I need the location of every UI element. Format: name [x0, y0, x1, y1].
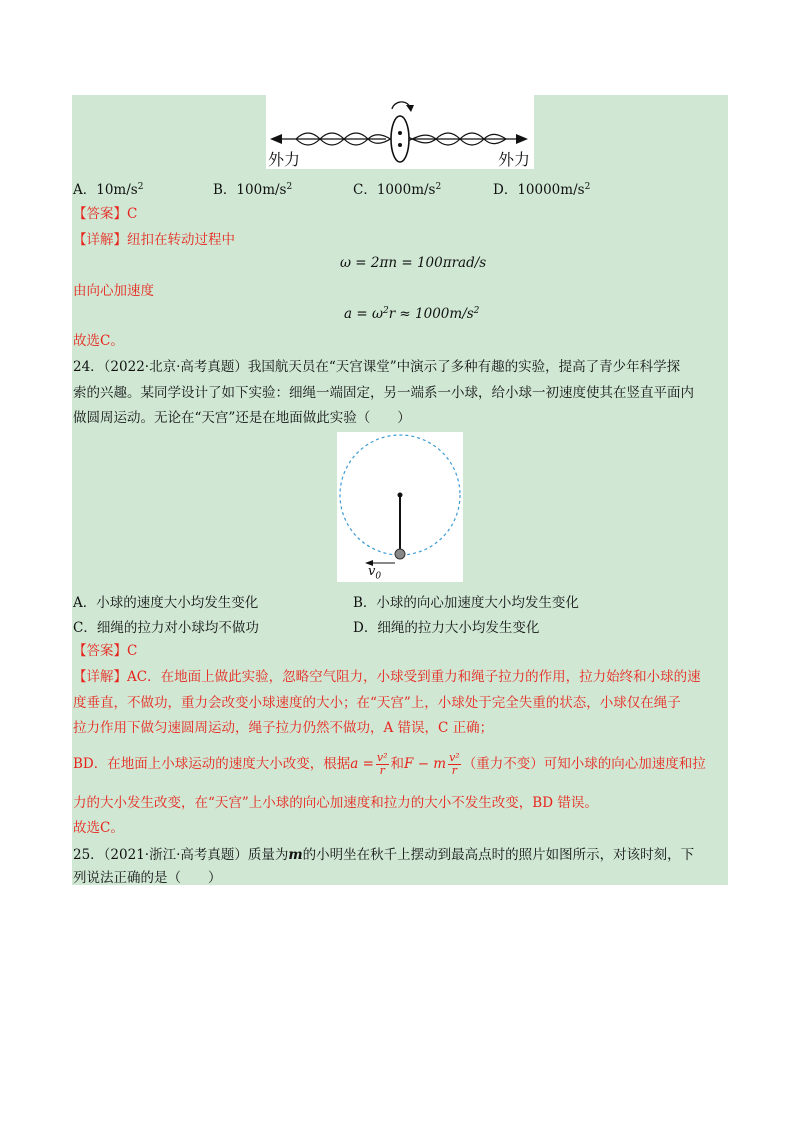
q24-option-b: B．小球的向心加速度大小均发生变化	[353, 595, 579, 611]
q24-stem-line1: 24．（2022·北京·高考真题）我国航天员在“天宫课堂”中演示了多种有趣的实验，提高了青少年科学探	[73, 359, 681, 375]
right-force-label: 外力	[498, 150, 531, 169]
q25-stem-line2: 列说法正确的是（ ）	[73, 870, 222, 886]
right-arrowhead	[516, 134, 528, 144]
left-force-label: 外力	[268, 150, 301, 169]
q24-detail-line4: BD．在地面上小球运动的速度大小改变，根据a = $\frac{\text{v²}}{r}$ 和F − m $\frac{\text{v²}}{r}$ （重力不变）可知小球的向心加速度和拉	[73, 751, 706, 777]
q24-option-c: C．细绳的拉力对小球均不做功	[73, 620, 259, 636]
q23-answer: 【答案】C	[73, 206, 138, 222]
q24-detail-line3: 拉力作用下做匀速圆周运动，绳子拉力仍然不做功，A 错误，C 正确；	[73, 720, 494, 736]
q23-formula-omega: ω = 2πn = 100πrad/s	[340, 255, 487, 271]
q23-formula-acceleration: $a = \omega^2r \approx 1000m/s^2$	[344, 306, 480, 322]
q24-stem-line2: 索的兴趣。某同学设计了如下实验：细绳一端固定，另一端系一小球，给小球一初速度使其在竖直平面内	[73, 385, 694, 401]
q23-detail-line2: 由向心加速度	[73, 283, 154, 299]
q24-detail-line1: 【详解】AC．在地面上做此实验，忽略空气阻力，小球受到重力和绳子拉力的作用，拉力始终和小球的速	[73, 669, 701, 685]
twisted-string-diagram	[266, 95, 534, 169]
q24-detail-line2: 度垂直，不做功，重力会改变小球速度的大小；在“天宫”上，小球处于完全失重的状态，小球仅在绳子	[73, 695, 681, 711]
button-hole-top	[398, 131, 402, 135]
velocity-label: $v_0$	[368, 564, 382, 582]
button-hole-bottom	[398, 143, 402, 147]
circular-motion-diagram	[337, 432, 463, 582]
q23-option-a: A．$10m/s^2$	[73, 182, 144, 198]
q24-option-d: D．细绳的拉力大小均发生变化	[353, 620, 540, 636]
q24-answer: 【答案】C	[73, 643, 138, 659]
q23-detail-line1: 【详解】纽扣在转动过程中	[73, 232, 235, 248]
circular-motion-figure	[337, 432, 463, 582]
q23-conclusion: 故选C。	[73, 333, 124, 349]
q24-stem-line3: 做圆周运动。无论在“天宫”还是在地面做此实验（ ）	[73, 410, 411, 426]
q24-detail-line5: 力的大小发生改变，在“天宫”上小球的向心加速度和拉力的大小不发生改变，BD 错误。	[73, 795, 598, 811]
q23-option-b: B．$100m/s^2$	[213, 182, 293, 198]
button-disk	[391, 116, 409, 162]
left-arrowhead	[270, 134, 282, 144]
q25-stem-line1: 25．（2021·浙江·高考真题）质量为m的小明坐在秋千上摆动到最高点时的照片如图所示，对该时刻，下	[73, 847, 695, 863]
q24-option-a: A．小球的速度大小均发生变化	[73, 595, 259, 611]
ball	[395, 549, 405, 559]
rotation-arrowhead	[406, 105, 414, 112]
button-spin-figure	[266, 95, 534, 169]
q23-option-d: D．$10000m/s^2$	[493, 182, 591, 198]
q24-conclusion: 故选C。	[73, 820, 124, 836]
q23-option-c: C．$1000m/s^2$	[353, 182, 442, 198]
